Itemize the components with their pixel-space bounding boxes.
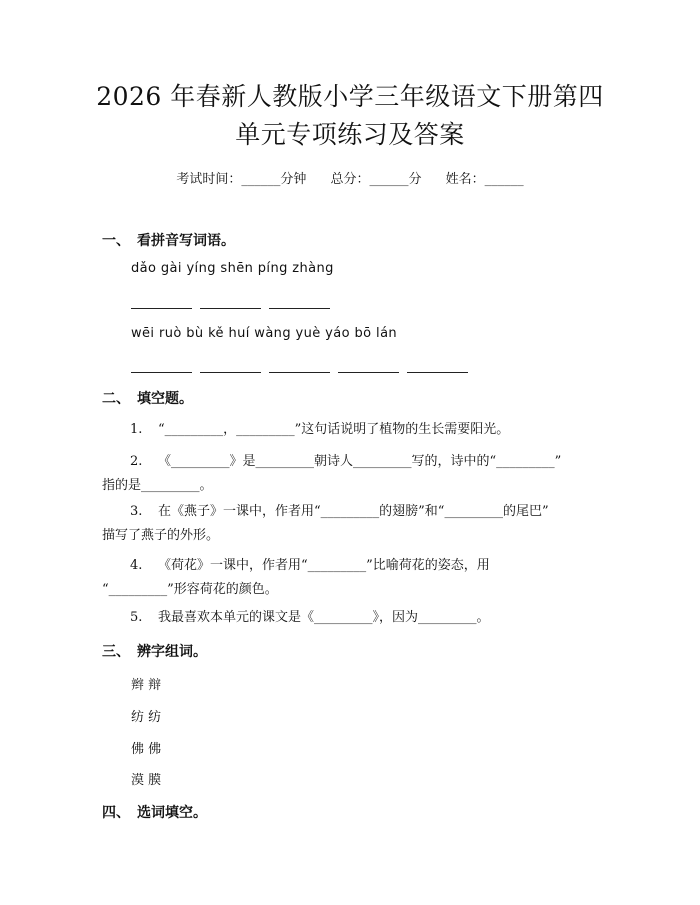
section-3-title: 辨字组词。 xyxy=(137,644,207,660)
exam-time: 考试时间：______分钟 xyxy=(176,172,307,187)
char-pair-3: 佛 佛 xyxy=(131,742,162,757)
answer-blank[interactable] xyxy=(269,360,330,373)
answer-blank[interactable] xyxy=(131,296,192,309)
answer-blank[interactable] xyxy=(338,360,399,373)
question-text: 我最喜欢本单元的课文是《_________》，因为_________。 xyxy=(158,610,490,625)
question-number: 5. xyxy=(130,610,143,625)
title-line-1: 2026 年春新人教版小学三年级语文下册第四 xyxy=(96,82,604,111)
exam-score: 总分：______分 xyxy=(330,172,422,187)
char-pair-4: 漠 膜 xyxy=(131,773,162,788)
question-text: “_________，_________”这句话说明了植物的生长需要阳光。 xyxy=(158,422,510,437)
section-1-title: 看拼音写词语。 xyxy=(137,233,235,249)
question-number: 4. xyxy=(130,558,143,573)
char-pair-2: 纺 纺 xyxy=(131,710,162,725)
section-1-number: 一、 xyxy=(102,233,130,249)
student-name: 姓名：______ xyxy=(445,172,524,187)
char-pair-1: 辫 辩 xyxy=(131,678,162,693)
question-text-line-1: 《_________》是_________朝诗人_________写的，诗中的“_________” xyxy=(158,454,562,469)
question-5 xyxy=(102,606,602,630)
section-3-heading xyxy=(102,641,207,661)
question-text-line-2: “_________”形容荷花的颜色。 xyxy=(102,582,278,597)
question-text-line-1: 在《燕子》一课中，作者用“_________的翅膀”和“_________的尾巴” xyxy=(158,504,549,519)
section-1-heading xyxy=(102,230,235,250)
answer-blanks-row-1 xyxy=(131,294,338,308)
question-1 xyxy=(102,418,602,442)
page-title xyxy=(60,78,640,154)
section-4-title: 选词填空。 xyxy=(137,805,207,821)
title-line-2: 单元专项练习及答案 xyxy=(235,120,465,149)
section-2-heading xyxy=(102,388,193,408)
answer-blank[interactable] xyxy=(200,360,261,373)
answer-blanks-row-2 xyxy=(131,358,476,372)
section-2-number: 二、 xyxy=(102,391,130,407)
question-3 xyxy=(102,500,602,548)
question-number: 3. xyxy=(130,504,143,519)
question-4 xyxy=(102,554,602,602)
section-3-number: 三、 xyxy=(102,644,130,660)
section-2-title: 填空题。 xyxy=(137,391,193,407)
exam-meta xyxy=(0,168,700,187)
question-2 xyxy=(102,450,602,498)
question-text-line-1: 《荷花》一课中，作者用“_________”比喻荷花的姿态，用 xyxy=(158,558,490,573)
question-text-line-2: 指的是_________。 xyxy=(102,478,213,493)
answer-blank[interactable] xyxy=(269,296,330,309)
answer-blank[interactable] xyxy=(200,296,261,309)
question-number: 1. xyxy=(130,422,143,437)
pinyin-row-1: dǎo gài yíng shēn píng zhàng xyxy=(131,261,334,276)
question-text-line-2: 描写了燕子的外形。 xyxy=(102,528,220,543)
section-4-number: 四、 xyxy=(102,805,130,821)
answer-blank[interactable] xyxy=(131,360,192,373)
pinyin-row-2: wēi ruò bù kě huí wàng yuè yáo bō lán xyxy=(131,326,398,341)
answer-blank[interactable] xyxy=(407,360,468,373)
section-4-heading xyxy=(102,802,207,822)
question-number: 2. xyxy=(130,454,143,469)
